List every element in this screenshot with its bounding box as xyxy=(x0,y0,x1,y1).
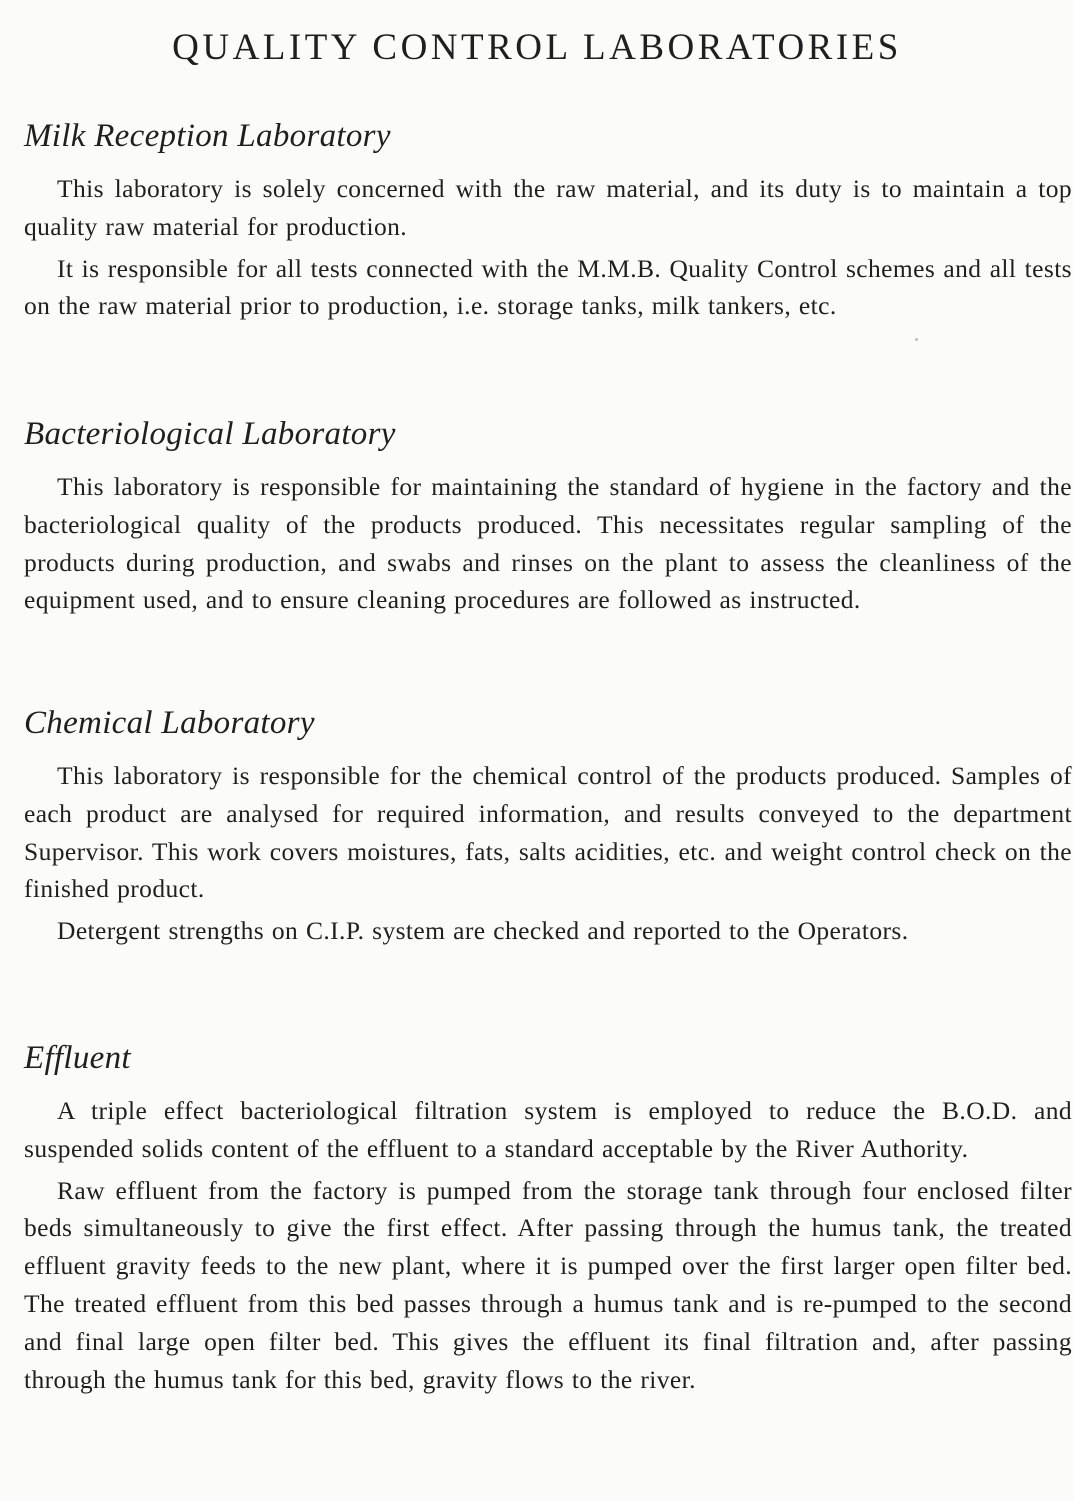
section-effluent xyxy=(24,1038,1072,1402)
paper-speck xyxy=(915,338,918,341)
paragraph: It is responsible for all tests connected with the M.M.B. Quality Control schemes and all tests on the raw material prior to production, i.e. storage tanks, milk tankers, etc. xyxy=(24,253,1072,321)
page-title: QUALITY CONTROL LABORATORIES xyxy=(172,27,902,68)
section-bacteriological-laboratory xyxy=(24,414,1072,623)
section-heading: Effluent xyxy=(24,1040,131,1076)
paragraph: This laboratory is responsible for maintaining the standard of hygiene in the factory and the bacteriological quality of the products produced. This necessitates regular sampling of the products during production, and swabs and rinses on the plant to assess the cleanliness of the equipment used, and to ensure cleaning procedures are followed as instructed. xyxy=(24,472,1072,615)
section-heading: Bacteriological Laboratory xyxy=(24,416,396,452)
paragraph: This laboratory is solely concerned with the raw material, and its duty is to maintain a top quality raw material for production. xyxy=(24,174,1072,241)
paragraph: This laboratory is responsible for the chemical control of the products produced. Samples of each product are analysed for required information, and results conveyed to the department Supervisor. This work covers moistures, fats, salts acidities, etc. and weight control check on the finished product. xyxy=(24,761,1072,904)
paragraph: Raw effluent from the factory is pumped from the storage tank through four enclosed filter beds simultaneously to give the first effect. After passing through the humus tank, the treated effluent gravity feeds to the new plant, where it is pumped over the first larger open filter bed. The treated effluent from this bed passes through a humus tank and is re-pumped to the second and final large open filter bed. This gives the effluent its final filtration and, after passing through the humus tank for this bed, gravity flows to the river. xyxy=(24,1175,1072,1394)
section-heading: Chemical Laboratory xyxy=(24,705,315,741)
section-heading: Milk Reception Laboratory xyxy=(24,118,391,154)
paragraph: A triple effect bacteriological filtration system is employed to reduce the B.O.D. and suspended solids content of the effluent to a standard acceptable by the River Authority. xyxy=(24,1096,1072,1163)
section-milk-reception-laboratory xyxy=(24,116,1072,329)
section-chemical-laboratory xyxy=(24,703,1072,954)
paragraph: Detergent strengths on C.I.P. system are checked and reported to the Operators. xyxy=(57,916,909,946)
